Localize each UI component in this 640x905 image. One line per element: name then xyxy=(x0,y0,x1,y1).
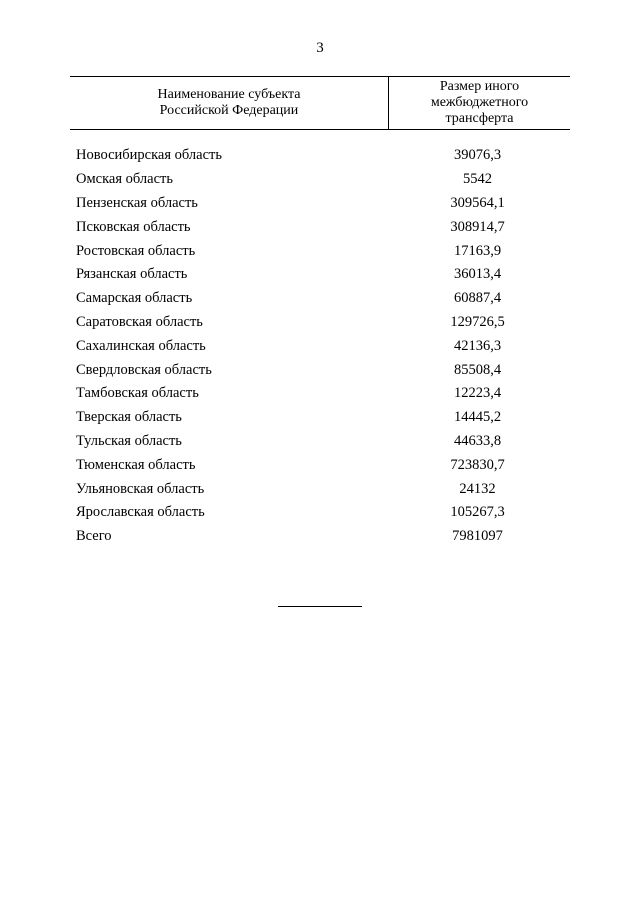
header-amount-column xyxy=(389,77,570,129)
transfer-amount: 85508,4 xyxy=(453,361,502,378)
region-name: Новосибирская область xyxy=(76,147,222,164)
end-of-document-rule xyxy=(278,606,362,607)
table-row xyxy=(76,287,570,311)
region-name: Псковская область xyxy=(76,218,191,235)
transfer-amount: 14445,2 xyxy=(453,409,502,426)
transfer-amount: 42136,3 xyxy=(453,337,502,354)
table-row xyxy=(76,477,570,501)
header-region-label: Наименование субъекта Российской Федерации xyxy=(157,87,301,118)
region-name: Ярославская область xyxy=(76,504,205,521)
transfer-amount: 308914,7 xyxy=(450,218,505,235)
table-row xyxy=(76,430,570,454)
table-row xyxy=(76,334,570,358)
region-name: Тверская область xyxy=(76,409,182,426)
transfer-amount: 7981097 xyxy=(452,528,503,545)
table-body xyxy=(76,144,570,549)
table-row xyxy=(76,239,570,263)
table-row xyxy=(76,501,570,525)
header-amount-label: Размер иного межбюджетного трансферта xyxy=(430,79,529,126)
transfer-amount: 105267,3 xyxy=(450,504,505,521)
transfer-amount: 39076,3 xyxy=(453,147,502,164)
region-name: Самарская область xyxy=(76,290,193,307)
transfer-amount: 129726,5 xyxy=(450,313,505,330)
table-row xyxy=(76,453,570,477)
transfer-amount: 309564,1 xyxy=(450,194,505,211)
transfer-amount: 17163,9 xyxy=(453,242,502,259)
table-row xyxy=(76,311,570,335)
region-name: Омская область xyxy=(76,171,173,188)
table-row xyxy=(76,263,570,287)
region-name: Ростовская область xyxy=(76,242,196,259)
table-row xyxy=(76,358,570,382)
region-name: Ульяновская область xyxy=(76,480,205,497)
region-name: Тамбовская область xyxy=(76,385,199,402)
table-row xyxy=(76,144,570,168)
table-row xyxy=(76,192,570,216)
region-name: Тульская область xyxy=(76,432,182,449)
region-name: Свердловская область xyxy=(76,361,212,378)
table-row xyxy=(76,215,570,239)
transfer-amount: 723830,7 xyxy=(450,456,505,473)
region-name: Саратовская область xyxy=(76,313,203,330)
region-name: Сахалинская область xyxy=(76,337,206,354)
table-row xyxy=(76,382,570,406)
transfer-amount: 36013,4 xyxy=(453,266,502,283)
table-header xyxy=(70,76,570,130)
table-row xyxy=(76,406,570,430)
transfer-amount: 44633,8 xyxy=(453,432,502,449)
transfer-amount: 24132 xyxy=(459,480,496,497)
region-name: Всего xyxy=(76,528,112,545)
transfer-amount: 5542 xyxy=(463,171,492,188)
table-row xyxy=(76,525,570,549)
page-number: 3 xyxy=(316,40,324,56)
region-name: Пензенская область xyxy=(76,194,198,211)
transfer-amount: 12223,4 xyxy=(453,385,502,402)
region-name: Тюменская область xyxy=(76,456,196,473)
region-name: Рязанская область xyxy=(76,266,188,283)
transfer-amount: 60887,4 xyxy=(453,290,502,307)
table-row xyxy=(76,168,570,192)
header-region-column xyxy=(70,77,389,129)
